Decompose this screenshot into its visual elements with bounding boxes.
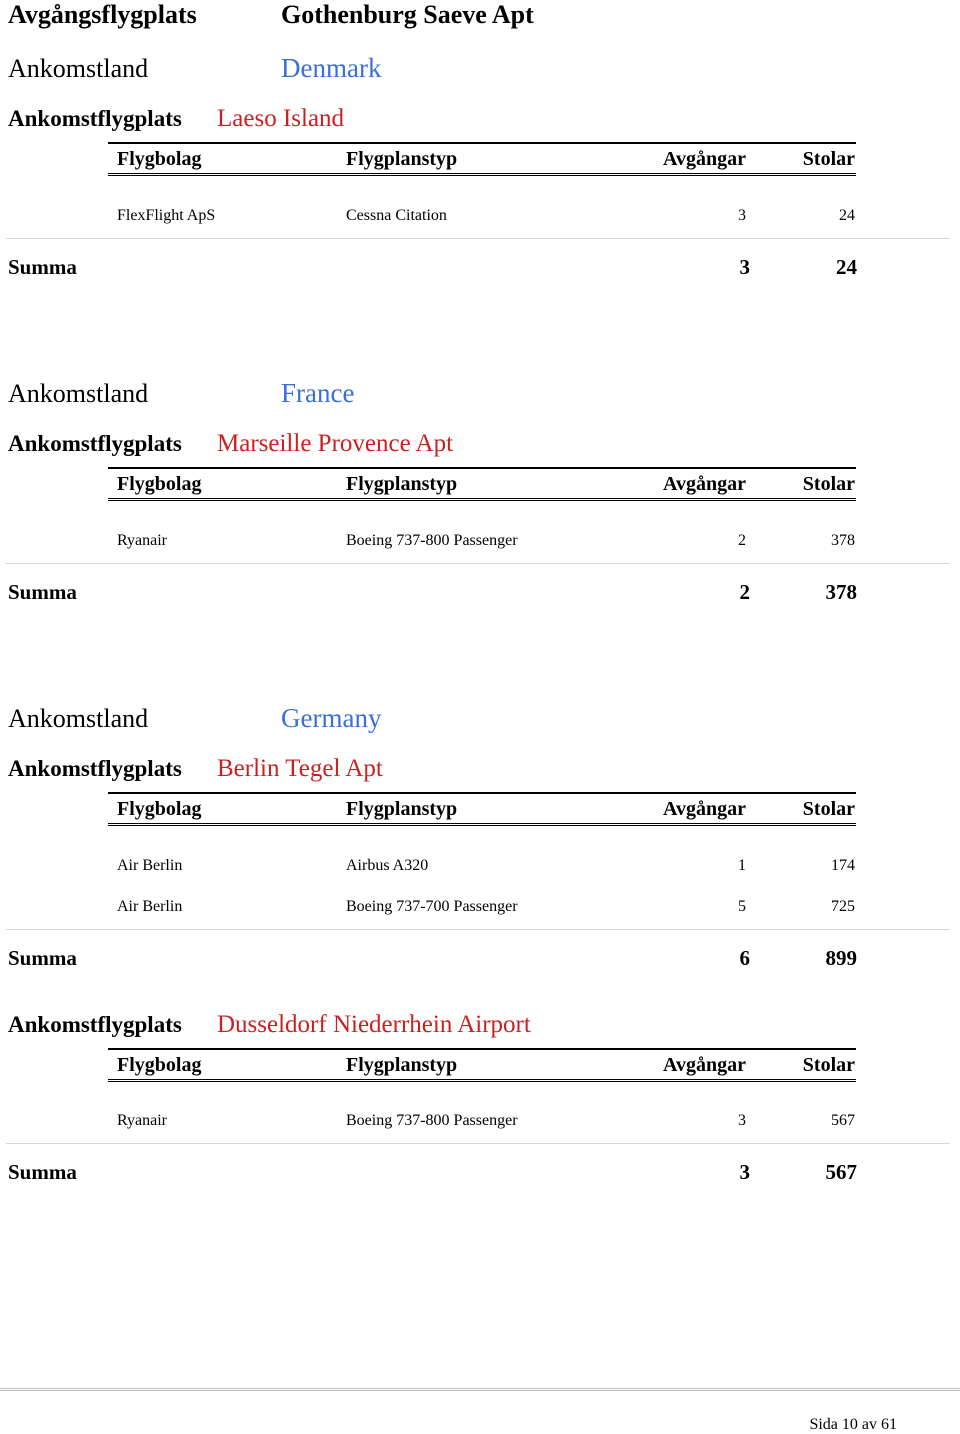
- row-separator: [6, 563, 950, 564]
- cell-aircraft: Boeing 737-800 Passenger: [346, 532, 518, 549]
- sum-label: Summa: [8, 580, 77, 604]
- col-header-departures: Avgångar: [663, 148, 746, 170]
- sum-seats: 567: [825, 1160, 857, 1184]
- airport-label: Ankomstflygplats: [8, 106, 182, 131]
- table-header-rule: [108, 1079, 856, 1082]
- col-header-aircraft: Flygplanstyp: [346, 798, 458, 820]
- sum-seats: 899: [825, 946, 857, 970]
- airport-value: Berlin Tegel Apt: [217, 755, 383, 782]
- table-header-rule: [108, 823, 856, 826]
- airport-label: Ankomstflygplats: [8, 1012, 182, 1037]
- col-header-seats: Stolar: [802, 798, 855, 820]
- airport-value: Laeso Island: [217, 105, 345, 132]
- table-header-rule: [108, 173, 856, 176]
- cell-airline: Ryanair: [117, 1112, 168, 1129]
- cell-airline: Ryanair: [117, 532, 168, 549]
- table-top-rule: [108, 792, 856, 794]
- col-header-aircraft: Flygplanstyp: [346, 473, 458, 495]
- col-header-airline: Flygbolag: [117, 473, 202, 495]
- departure-airport-label: Avgångsflygplats: [8, 0, 197, 29]
- sum-seats: 378: [825, 580, 857, 604]
- country-value: Denmark: [281, 53, 382, 83]
- col-header-airline: Flygbolag: [117, 798, 202, 820]
- departure-airport-value: Gothenburg Saeve Apt: [281, 0, 534, 29]
- col-header-seats: Stolar: [802, 148, 855, 170]
- col-header-seats: Stolar: [802, 473, 855, 495]
- sum-label: Summa: [8, 1160, 77, 1184]
- cell-aircraft: Airbus A320: [346, 857, 429, 874]
- cell-airline: Air Berlin: [117, 898, 183, 915]
- cell-seats: 378: [831, 532, 855, 549]
- col-header-departures: Avgångar: [663, 1054, 746, 1076]
- cell-seats: 24: [839, 207, 855, 224]
- col-header-aircraft: Flygplanstyp: [346, 148, 458, 170]
- airport-label: Ankomstflygplats: [8, 756, 182, 781]
- cell-airline: FlexFlight ApS: [117, 207, 216, 224]
- cell-aircraft: Boeing 737-800 Passenger: [346, 1112, 518, 1129]
- cell-aircraft: Cessna Citation: [346, 207, 447, 224]
- col-header-departures: Avgångar: [663, 798, 746, 820]
- country-value: France: [281, 378, 355, 408]
- sum-label: Summa: [8, 255, 77, 279]
- sum-label: Summa: [8, 946, 77, 970]
- cell-departures: 5: [738, 898, 746, 915]
- row-separator: [6, 929, 950, 930]
- table-header-rule: [108, 498, 856, 501]
- cell-departures: 2: [738, 532, 746, 549]
- sum-seats: 24: [836, 255, 857, 279]
- sum-departures: 6: [739, 946, 750, 970]
- country-label: Ankomstland: [8, 379, 149, 408]
- country-value: Germany: [281, 703, 382, 733]
- cell-departures: 3: [738, 1112, 746, 1129]
- cell-departures: 3: [738, 207, 746, 224]
- country-label: Ankomstland: [8, 704, 149, 733]
- col-header-airline: Flygbolag: [117, 1054, 202, 1076]
- sum-departures: 2: [739, 580, 750, 604]
- footer-rule: [0, 1388, 960, 1391]
- row-separator: [6, 238, 950, 239]
- cell-departures: 1: [738, 857, 746, 874]
- cell-seats: 174: [831, 857, 855, 874]
- cell-seats: 725: [831, 898, 855, 915]
- table-top-rule: [108, 467, 856, 469]
- cell-aircraft: Boeing 737-700 Passenger: [346, 898, 518, 915]
- sum-departures: 3: [739, 255, 750, 279]
- col-header-seats: Stolar: [802, 1054, 855, 1076]
- sum-departures: 3: [739, 1160, 750, 1184]
- col-header-aircraft: Flygplanstyp: [346, 1054, 458, 1076]
- row-separator: [6, 1143, 950, 1144]
- col-header-airline: Flygbolag: [117, 148, 202, 170]
- airport-value: Marseille Provence Apt: [217, 430, 454, 457]
- col-header-departures: Avgångar: [663, 473, 746, 495]
- airport-value: Dusseldorf Niederrhein Airport: [217, 1011, 531, 1038]
- cell-seats: 567: [831, 1112, 855, 1129]
- cell-airline: Air Berlin: [117, 857, 183, 874]
- airport-label: Ankomstflygplats: [8, 431, 182, 456]
- country-label: Ankomstland: [8, 54, 149, 83]
- table-top-rule: [108, 1048, 856, 1050]
- page-number: Sida 10 av 61: [809, 1416, 897, 1433]
- table-top-rule: [108, 142, 856, 144]
